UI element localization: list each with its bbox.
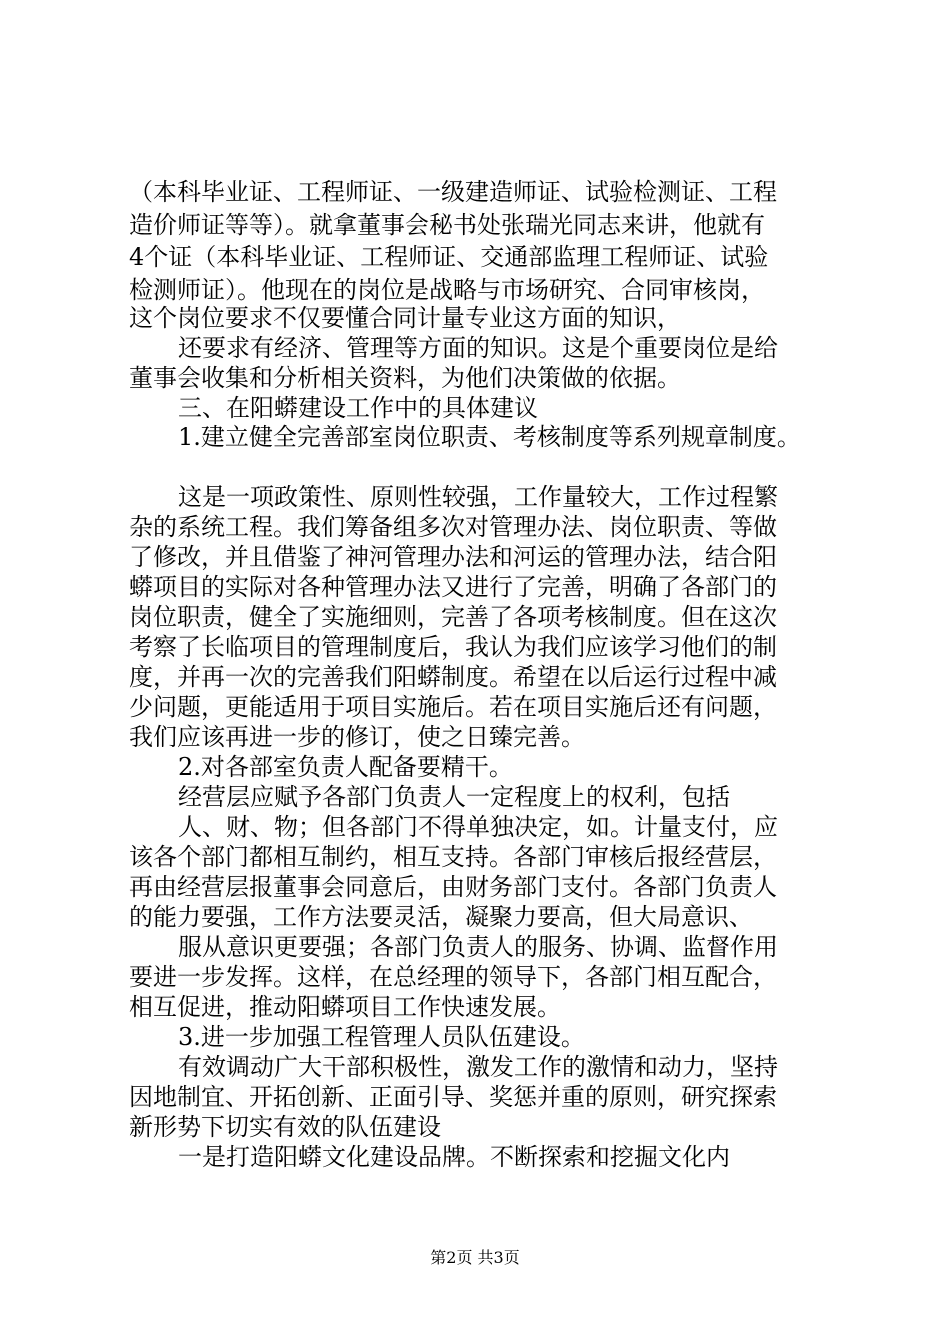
text-line: 服从意识更要强；各部门负责人的服务、协调、监督作用 bbox=[178, 933, 778, 961]
text-line: 这是一项政策性、原则性较强，工作量较大，工作过程繁 bbox=[178, 483, 778, 511]
text-line: 蟒项目的实际对各种管理办法又进行了完善，明确了各部门的 bbox=[129, 573, 777, 601]
text-line: 了修改，并且借鉴了神河管理办法和河运的管理办法，结合阳 bbox=[129, 543, 777, 571]
text-line: 该各个部门都相互制约，相互支持。各部门审核后报经营层， bbox=[129, 843, 777, 871]
text-line: 造价师证等等）。就拿董事会秘书处张瑞光同志来讲，他就有 bbox=[129, 211, 765, 239]
text-line: 我们应该再进一步的修订，使之日臻完善。 bbox=[129, 723, 585, 751]
text-line: （本科毕业证、工程师证、一级建造师证、试验检测证、工程 bbox=[129, 178, 777, 206]
text-line: 新形势下切实有效的队伍建设 bbox=[129, 1113, 441, 1141]
text-line: 岗位职责，健全了实施细则，完善了各项考核制度。但在这次 bbox=[129, 603, 777, 631]
subsection-heading: 2.对各部室负责人配备要精干。 bbox=[178, 753, 513, 781]
text-line: 一是打造阳蟒文化建设品牌。不断探索和挖掘文化内 bbox=[178, 1143, 730, 1171]
text-line: 度，并再一次的完善我们阳蟒制度。希望在以后运行过程中减 bbox=[129, 663, 777, 691]
text-line: 还要求有经济、管理等方面的知识。这是个重要岗位是给 bbox=[178, 334, 778, 362]
text-line: 要进一步发挥。这样，在总经理的领导下，各部门相互配合， bbox=[129, 963, 777, 991]
text-line: 杂的系统工程。我们筹备组多次对管理办法、岗位职责、等做 bbox=[129, 513, 777, 541]
text-line: 这个岗位要求不仅要懂合同计量专业这方面的知识， bbox=[129, 304, 681, 332]
text-line: 相互促进，推动阳蟒项目工作快速发展。 bbox=[129, 993, 561, 1021]
page-footer: 第2页 共3页 bbox=[430, 1248, 520, 1267]
section-heading: 三、在阳蟒建设工作中的具体建议 bbox=[178, 394, 538, 422]
text-line: 人、财、物；但各部门不得单独决定，如。计量支付，应 bbox=[178, 813, 778, 841]
subsection-heading: 3.进一步加强工程管理人员队伍建设。 bbox=[178, 1023, 585, 1051]
text-line: 董事会收集和分析相关资料，为他们决策做的依据。 bbox=[129, 364, 681, 392]
text-line: 考察了长临项目的管理制度后，我认为我们应该学习他们的制 bbox=[129, 633, 777, 661]
text-line: 因地制宜、开拓创新、正面引导、奖惩并重的原则，研究探索 bbox=[129, 1083, 777, 1111]
text-line: 少问题，更能适用于项目实施后。若在项目实施后还有问题， bbox=[129, 693, 777, 721]
text-line: 的能力要强，工作方法要灵活，凝聚力要高，但大局意识、 bbox=[129, 903, 753, 931]
text-line: 有效调动广大干部积极性，激发工作的激情和动力，坚持 bbox=[178, 1053, 778, 1081]
text-line: 检测师证）。他现在的岗位是战略与市场研究、合同审核岗， bbox=[129, 276, 765, 304]
subsection-heading: 1.建立健全完善部室岗位职责、考核制度等系列规章制度。 bbox=[178, 423, 801, 451]
text-line: 4个证（本科毕业证、工程师证、交通部监理工程师证、试验 bbox=[129, 243, 769, 271]
text-line: 经营层应赋予各部门负责人一定程度上的权利，包括 bbox=[178, 783, 730, 811]
text-line: 再由经营层报董事会同意后，由财务部门支付。各部门负责人 bbox=[129, 873, 777, 901]
